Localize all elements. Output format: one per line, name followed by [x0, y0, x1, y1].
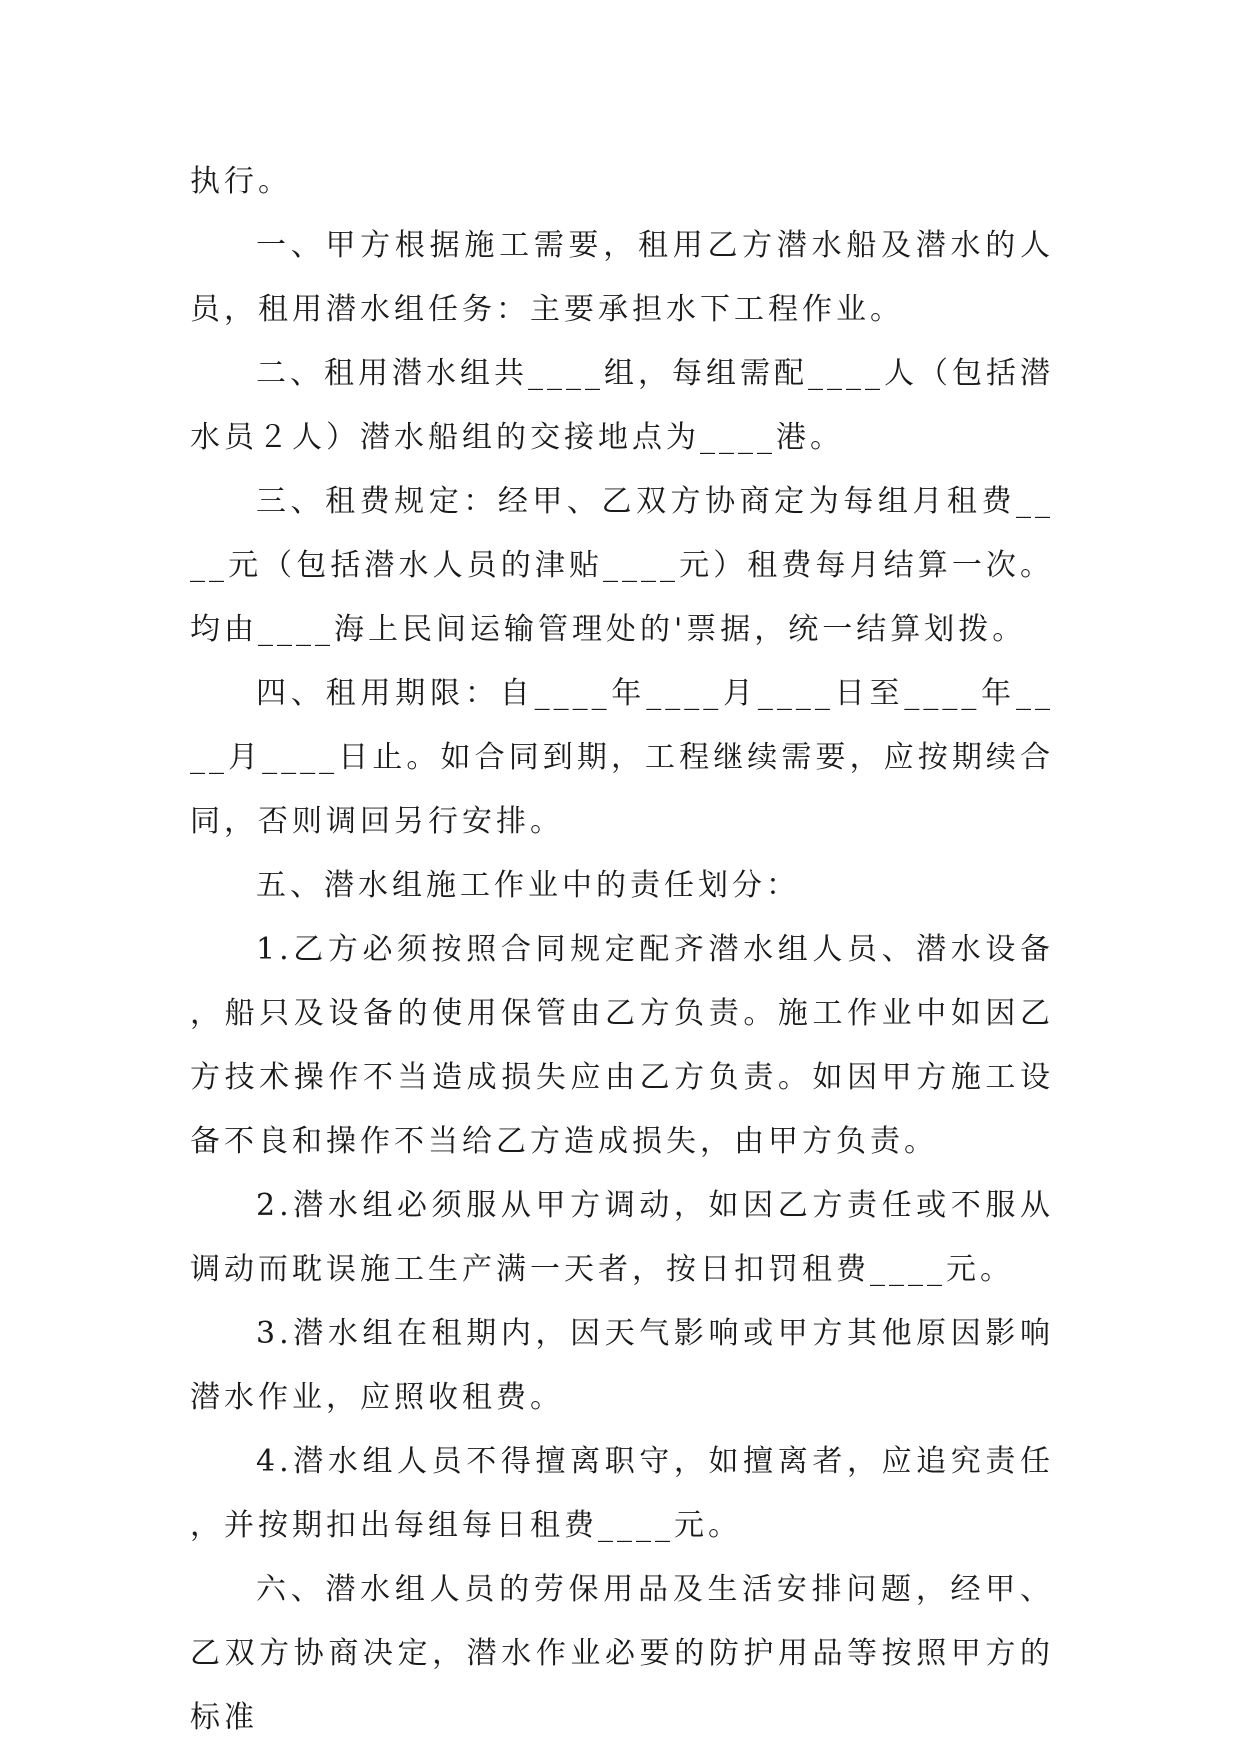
paragraph-clause-4: 四、租用期限：自____年____月____日至____年____月____日止。如合同到期，工程继续需要，应按期续合同，否则调回另行安排。	[190, 676, 1054, 839]
paragraph-item-1: 1.乙方必须按照合同规定配齐潜水组人员、潜水设备，船只及设备的使用保管由乙方负责。施工作业中如因乙方技术操作不当造成损失应由乙方负责。如因甲方施工设备不良和操作不当给乙方造成损失，由甲方负责。	[190, 932, 1054, 1159]
paragraph-clause-2: 二、租用潜水组共____组，每组需配____人（包括潜水员２人）潜水船组的交接地点为____港。	[190, 356, 1054, 455]
paragraph-item-2: 2.潜水组必须服从甲方调动，如因乙方责任或不服从调动而耽误施工生产满一天者，按日扣罚租费____元。	[190, 1188, 1054, 1287]
paragraph-continuation: 执行。	[190, 164, 292, 199]
paragraph-clause-3: 三、租费规定：经甲、乙双方协商定为每组月租费____元（包括潜水人员的津贴____元）租费每月结算一次。均由____海上民间运输管理处的'票据，统一结算划拨。	[190, 484, 1054, 647]
paragraph-item-3: 3.潜水组在租期内，因天气影响或甲方其他原因影响潜水作业，应照收租费。	[190, 1316, 1054, 1415]
paragraph-clause-1: 一、甲方根据施工需要，租用乙方潜水船及潜水的人员，租用潜水组任务：主要承担水下工程作业。	[190, 228, 1054, 327]
paragraph-clause-6: 六、潜水组人员的劳保用品及生活安排问题，经甲、乙双方协商决定，潜水作业必要的防护用品等按照甲方的标准	[190, 1572, 1054, 1735]
paragraph-clause-5: 五、潜水组施工作业中的责任划分：	[256, 868, 800, 903]
paragraph-item-4: 4.潜水组人员不得擅离职守，如擅离者，应追究责任，并按期扣出每组每日租费____元。	[190, 1444, 1054, 1543]
document-body	[190, 150, 1054, 1750]
